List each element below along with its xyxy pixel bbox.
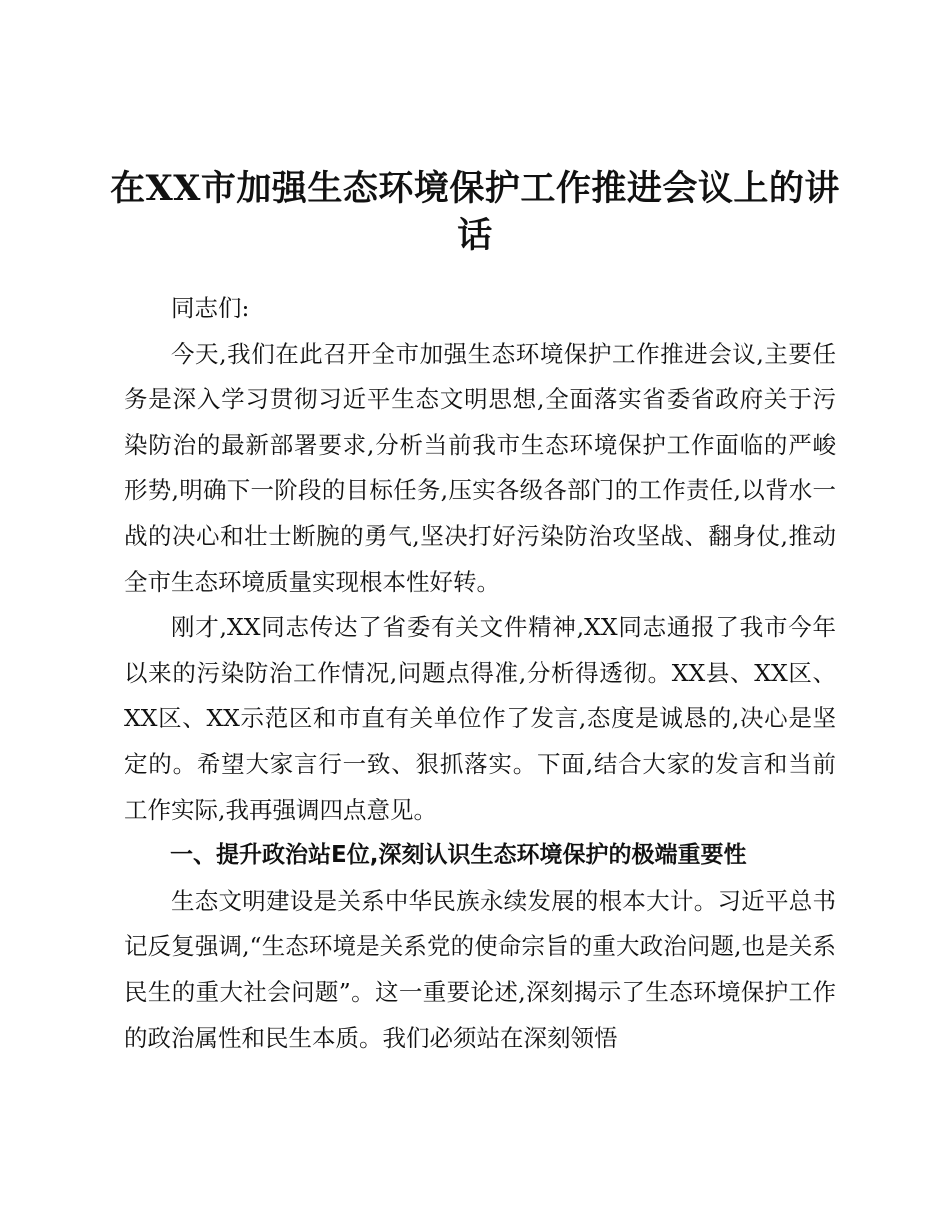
paragraph-section-one: 生态文明建设是关系中华民族永续发展的根本大计。习近平总书记反复强调,“生态环境是关系党的使命宗旨的重大政治问题,也是关系民生的重大社会问题”。这一重要论述,深刻揭示了生态环境保护工作的政治属性和民生本质。我们必须站在深刻领悟 — [124, 886, 836, 1052]
salutation: 同志们: — [171, 294, 250, 322]
paragraph-summary: 刚才,XX同志传达了省委有关文件精神,XX同志通报了我市今年以来的污染防治工作情况,问题点得准,分析得透彻。XX县、XX区、XX区、XX示范区和市直有关单位作了发言,态度是诚恳的,决心是坚定的。希望大家言行一致、狠抓落实。下面,结合大家的发言和当前工作实际,我再强调四点意见。 — [124, 613, 836, 824]
paragraph-intro: 今天,我们在此召开全市加强生态环境保护工作推进会议,主要任务是深入学习贯彻习近平生态文明思想,全面落实省委省政府关于污染防治的最新部署要求,分析当前我市生态环境保护工作面临的严峻形势,明确下一阶段的目标任务,压实各级各部门的工作责任,以背水一战的决心和壮士断腕的勇气,坚决打好污染防治攻坚战、翻身仗,推动全市生态环境质量实现根本性好转。 — [124, 339, 836, 596]
document-body — [124, 286, 836, 1061]
section-heading: 一、提升政治站E位,深刻认识生态环境保护的极端重要性 — [170, 842, 747, 869]
document-title: 在XX市加强生态环境保护工作推进会议上的讲话 — [110, 168, 840, 256]
